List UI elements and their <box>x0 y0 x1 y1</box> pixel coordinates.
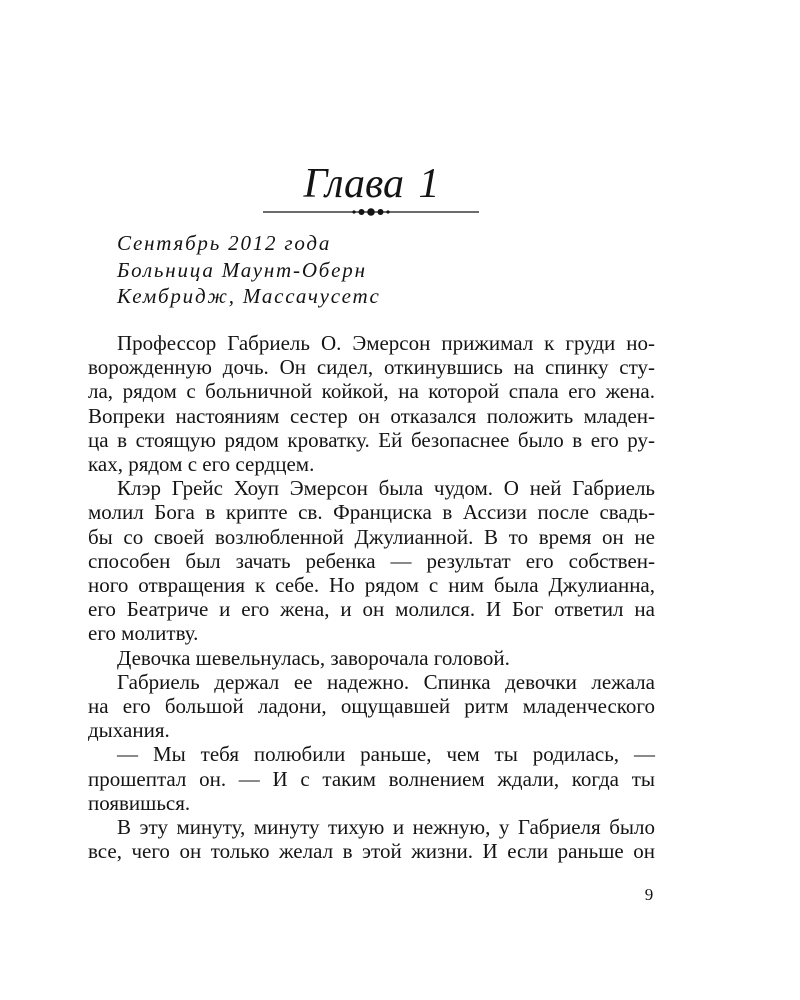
text-line: ла, рядом с больничной койкой, на которой спала его жена. <box>88 379 655 404</box>
text-line: ца в стоящую рядом кроватку. Ей безопаснее было в его ру- <box>88 427 655 452</box>
text-line: его Беатриче и его жена, и он молился. И Бог ответил на <box>88 597 655 622</box>
text-line: Клэр Грейс Хоуп Эмерсон была чудом. О ней Габриель <box>117 476 655 501</box>
text-line: В эту минуту, минуту тихую и нежную, у Габриеля было <box>117 815 655 840</box>
text-line: бы со своей возлюбленной Джулианной. В то время он не <box>88 524 655 549</box>
dialogue-paragraph <box>88 742 655 815</box>
chapter-title: Глава 1 <box>303 161 440 207</box>
paragraph <box>88 670 655 743</box>
text-line: Вопреки настояниям сестер он отказался положить младен- <box>88 403 655 428</box>
epigraph-date: Сентябрь 2012 года <box>117 231 332 255</box>
epigraph-city: Кембридж, Массачусетс <box>117 284 381 308</box>
text-line: Девочка шевельнулась, заворочала головой. <box>117 645 510 670</box>
text-line: молил Бога в крипте св. Франциска в Ассизи после свадь- <box>88 500 655 525</box>
ornament-dot-center <box>367 208 375 216</box>
chapter-ornament <box>263 204 479 220</box>
paragraph <box>88 646 655 670</box>
text-line: ного отвращения к себе. Но рядом с ним была Джулианна, <box>88 573 655 598</box>
text-line: ках, рядом с его сердцем. <box>88 452 315 477</box>
text-line: ворожденную дочь. Он сидел, откинувшись на спинку сту- <box>88 355 655 380</box>
text-line: способен был зачать ребенка — результат его собствен- <box>88 548 655 573</box>
page-number: 9 <box>644 885 654 904</box>
paragraph <box>88 476 655 645</box>
epigraph-place: Больница Маунт-Оберн <box>117 257 367 282</box>
text-line: на его большой ладони, ощущавшей ритм младенческого <box>88 694 655 719</box>
paragraph <box>88 331 655 476</box>
text-line: дыхания. <box>88 718 170 743</box>
ornament-dot-small-right <box>386 210 389 213</box>
body-text <box>88 331 655 863</box>
text-line: Габриель держал ее надежно. Спинка девочки лежала <box>117 669 655 694</box>
ornament-dot-left <box>359 209 365 215</box>
ornament-dot-right <box>378 209 384 215</box>
text-line: все, чего он только желал в этой жизни. И если раньше он <box>88 839 655 864</box>
text-line: появишься. <box>88 790 191 815</box>
epigraph <box>117 230 381 310</box>
text-line: прошептал он. — И с таким волнением ждали, когда ты <box>88 766 655 791</box>
ornament-dot-small-left <box>352 210 355 213</box>
text-line: — Мы тебя полюбили раньше, чем ты родилась, — <box>117 742 655 767</box>
paragraph <box>88 815 655 863</box>
text-line: его молитву. <box>88 621 199 646</box>
text-line: Профессор Габриель О. Эмерсон прижимал к груди но- <box>117 331 655 355</box>
